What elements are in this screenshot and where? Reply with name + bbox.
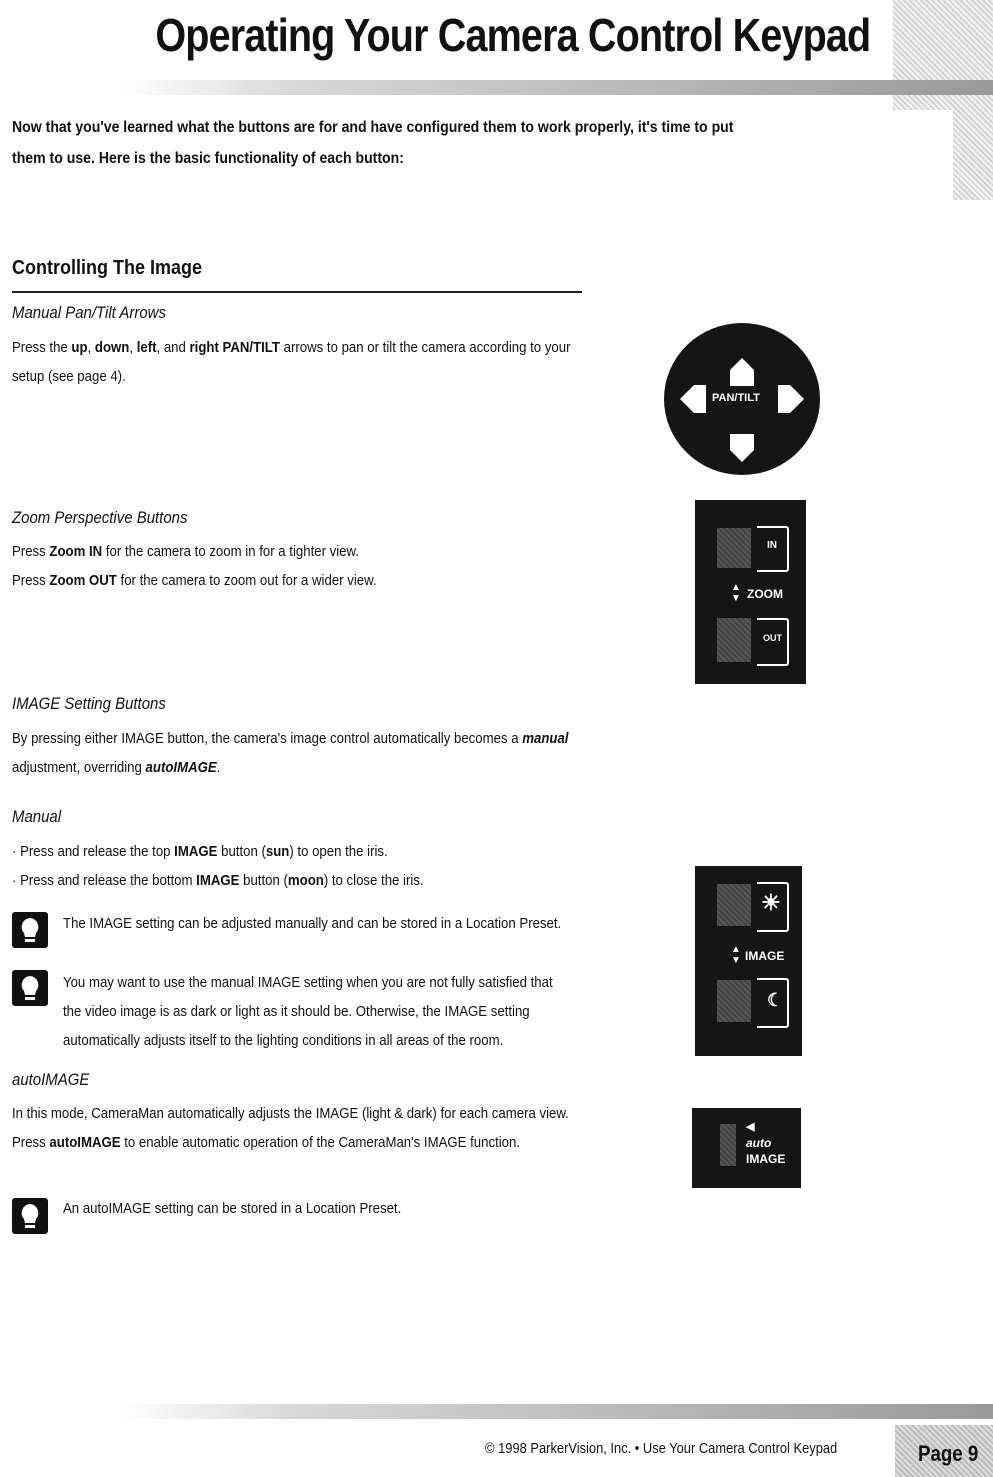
manual-bullet-2: · Press and release the bottom IMAGE button (moon) to close the iris.	[12, 872, 424, 889]
auto-label: auto	[746, 1136, 772, 1150]
zoom-in-label: IN	[767, 540, 777, 551]
pan-tilt-keypad	[662, 322, 822, 476]
zoom-in-button[interactable]	[717, 528, 751, 568]
manual-heading: Manual	[12, 807, 62, 826]
zoom-line-1: Press Zoom IN for the camera to zoom in for a tighter view.	[12, 543, 359, 560]
zoom-out-label: OUT	[763, 633, 782, 643]
zoom-heading: Zoom Perspective Buttons	[12, 508, 188, 527]
manual-note-1: The IMAGE setting can be adjusted manually and can be stored in a Location Preset.	[63, 915, 562, 932]
autoimage-body: In this mode, CameraMan automatically adjusts the IMAGE (light & dark) for each camera view. Press autoIMAGE to enable automatic operation of the CameraMan's IMAGE function.	[12, 1105, 569, 1151]
zoom-out-button[interactable]	[717, 618, 751, 662]
autoimage-heading: autoIMAGE	[12, 1070, 90, 1089]
footer-copyright: © 1998 ParkerVision, Inc. • Use Your Camera Control Keypad	[485, 1440, 838, 1457]
autoimage-keypad	[692, 1108, 801, 1188]
image-setting-body: By pressing either IMAGE button, the camera's image control automatically becomes a manual adjustment, overriding autoIMAGE.	[12, 730, 569, 776]
section-heading: Controlling The Image	[12, 257, 203, 279]
autoimage-label: IMAGE	[746, 1152, 786, 1166]
pan-tilt-label: PAN/TILT	[712, 392, 760, 404]
section-divider	[12, 291, 582, 293]
moon-icon: ☾	[767, 990, 784, 1010]
sun-icon: ☀	[761, 890, 781, 915]
image-label: IMAGE	[745, 949, 785, 963]
header-band	[120, 80, 993, 95]
corner-decoration	[893, 0, 993, 200]
up-down-icon: ▲ ▼	[731, 582, 741, 604]
image-setting-heading: IMAGE Setting Buttons	[12, 694, 166, 713]
pan-tilt-heading: Manual Pan/Tilt Arrows	[12, 303, 166, 322]
up-down-icon: ▲ ▼	[731, 944, 741, 966]
zoom-label: ZOOM	[747, 587, 783, 601]
footer-band	[120, 1404, 993, 1419]
zoom-line-2: Press Zoom OUT for the camera to zoom out for a wider view.	[12, 572, 377, 589]
image-keypad	[695, 866, 802, 1056]
autoimage-note: An autoIMAGE setting can be stored in a Location Preset.	[63, 1200, 402, 1217]
arrow-left-icon: ◀	[746, 1121, 755, 1133]
image-sun-button[interactable]	[717, 884, 751, 926]
intro-paragraph: Now that you've learned what the buttons are for and have configured them to work properly, it's time to put them to use. Here is the basic functionality of each button:	[12, 119, 734, 167]
lightbulb-icon	[12, 1198, 48, 1234]
manual-note-2: You may want to use the manual IMAGE setting when you are not fully satisfied that the video image is as dark or light as it should be. Otherwise, the IMAGE setting automatically adjusts itself to the lighting conditions in all areas of the room.	[63, 974, 553, 1049]
page-title: Operating Your Camera Control Keypad	[155, 9, 870, 61]
page-number: Page 9	[918, 1441, 979, 1466]
manual-bullet-1: · Press and release the top IMAGE button (sun) to open the iris.	[12, 843, 388, 860]
pan-tilt-body: Press the up, down, left, and right PAN/TILT arrows to pan or tilt the camera according to your setup (see page 4).	[12, 339, 571, 385]
lightbulb-icon	[12, 970, 48, 1006]
image-moon-button[interactable]	[717, 980, 751, 1022]
autoimage-button[interactable]	[720, 1124, 736, 1166]
lightbulb-icon	[12, 912, 48, 948]
zoom-keypad	[695, 500, 806, 684]
